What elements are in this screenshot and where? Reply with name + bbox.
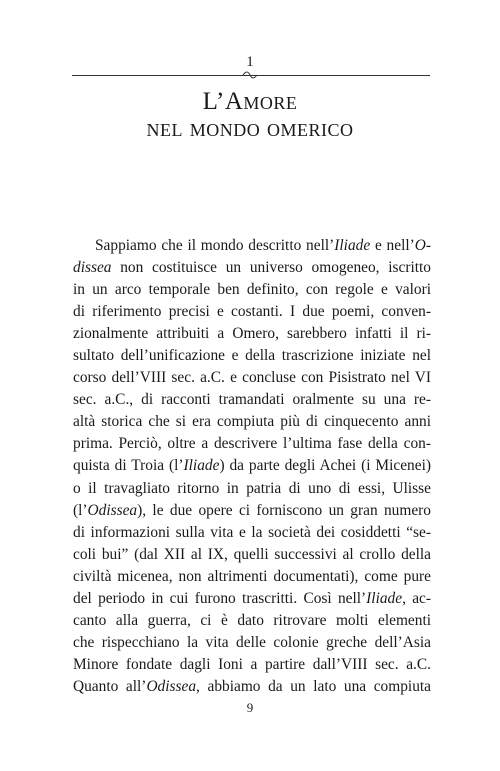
text-line	[73, 478, 431, 500]
page-number: 9	[246, 700, 254, 715]
text-run: sec. a.C., di racconti tramandati oralmente su una re-	[73, 391, 431, 409]
italic-title: Iliade	[366, 589, 403, 607]
text-run: coli bui” (dal XII al IX, quelli successivi al crollo della	[73, 545, 431, 563]
text-run: in un arco temporale ben definito, con regole e valori	[73, 281, 431, 299]
text-line	[73, 433, 431, 455]
text-line	[73, 522, 431, 544]
italic-title: Odissea	[146, 677, 197, 695]
text-line	[73, 566, 431, 588]
text-line	[73, 301, 431, 323]
text-line	[73, 654, 431, 676]
text-line	[73, 610, 431, 632]
text-run: del periodo in cui furono trascritti. Così nell’	[73, 589, 367, 607]
italic-title: Odissea	[87, 501, 138, 519]
text-line	[73, 367, 431, 389]
text-run: , abbiamo da un lato una compiuta	[196, 677, 432, 695]
text-run: ), le due opere ci forniscono un gran numero	[137, 501, 431, 519]
text-run: o il travagliato ritorno in patria di uno di essi, Ulisse	[73, 479, 431, 497]
text-run: prima. Perciò, oltre a descrivere l’ultima fase della con-	[73, 435, 431, 453]
text-run: che rispecchiano la vita delle colonie greche dell’Asia	[73, 633, 431, 651]
text-line	[73, 544, 431, 566]
text-run: sultato dell’unificazione e della trascrizione iniziate nel	[73, 347, 431, 365]
text-run: , ac-	[402, 589, 431, 607]
text-line	[73, 389, 431, 411]
chapter-title	[0, 88, 500, 142]
italic-title: O-	[414, 237, 431, 254]
italic-title: Iliade	[334, 237, 371, 254]
text-line	[73, 235, 431, 257]
text-run: civiltà micenea, non altrimenti documentati), come pure	[73, 567, 431, 585]
text-run: Quanto all’	[73, 677, 147, 695]
text-line	[73, 676, 431, 698]
text-run: di informazioni sulla vita e la società dei cosiddetti “se-	[73, 523, 431, 541]
ornament-icon	[242, 70, 258, 80]
text-line	[73, 257, 431, 279]
text-run: di riferimento precisi e costanti. I due poemi, conven-	[73, 303, 431, 321]
text-run: e nell’	[370, 237, 415, 254]
text-run: Minore fondate dagli Ioni a partire dall’VIII sec. a.C.	[73, 655, 431, 673]
chapter-number: 1	[246, 54, 254, 70]
text-line	[73, 411, 431, 433]
text-line	[73, 500, 431, 522]
text-run: quista di Troia (l’	[73, 457, 184, 475]
text-line	[73, 279, 431, 301]
text-run: zionalmente attribuiti a Omero, sarebbero infatti il ri-	[73, 325, 431, 343]
italic-title: Iliade	[183, 457, 220, 475]
text-line	[73, 345, 431, 367]
chapter-title-line-1: L’Amore	[202, 88, 298, 115]
chapter-title-line-2: nel mondo omerico	[146, 115, 354, 142]
text-line	[73, 632, 431, 654]
text-run: ) da parte degli Achei (i Micenei)	[219, 457, 431, 475]
body-paragraph	[73, 235, 431, 698]
text-run: canto alla guerra, ci è dato ritrovare molti elementi	[73, 611, 431, 629]
text-run: non costituisce un universo omogeneo, iscritto	[111, 259, 431, 277]
text-line	[73, 588, 431, 610]
text-line	[73, 323, 431, 345]
text-run: (l’	[73, 501, 88, 519]
text-run: Sappiamo che il mondo descritto nell’	[95, 237, 335, 254]
text-line	[73, 455, 431, 477]
italic-title: dissea	[73, 259, 112, 277]
text-run: altà storica che si era compiuta più di cinquecento anni	[73, 413, 431, 431]
text-run: corso dell’VIII sec. a.C. e concluse con Pisistrato nel VI	[73, 369, 431, 387]
